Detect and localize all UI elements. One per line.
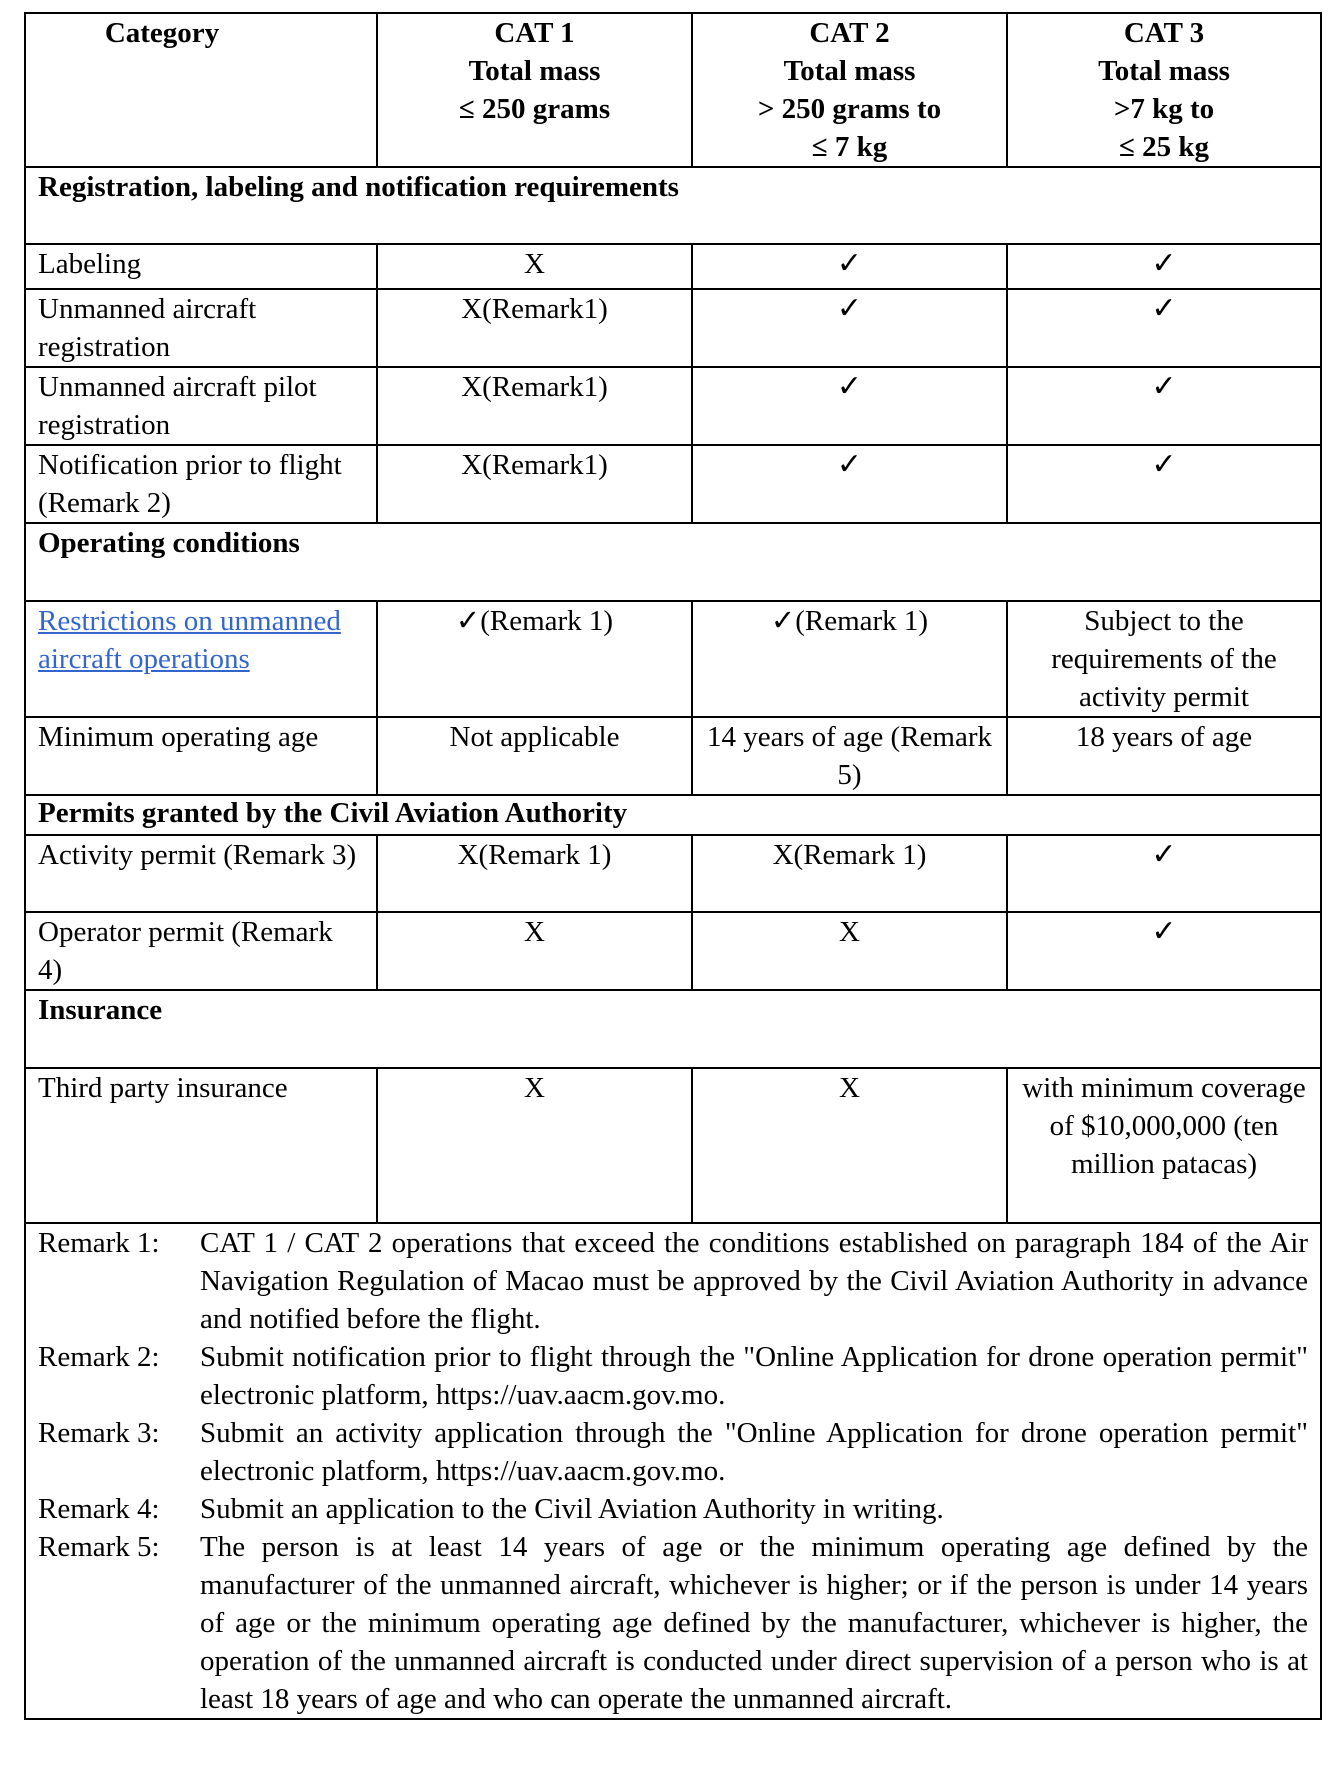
cat3-mass-label: Total mass (1098, 55, 1230, 87)
cell-ua-registration-cat1: X(Remark1) (377, 289, 692, 367)
section-row (25, 167, 1321, 244)
cat3-header (1007, 13, 1321, 167)
cat3-mass-range-low: >7 kg to (1113, 93, 1215, 125)
check-icon: ✓ (1007, 367, 1321, 445)
remarks-cell (25, 1223, 1321, 1719)
check-icon: ✓ (692, 244, 1007, 289)
check-icon: ✓ (1007, 912, 1321, 990)
check-icon: ✓ (692, 445, 1007, 523)
cat1-mass-range: ≤ 250 grams (458, 93, 611, 125)
cat2-mass-range-low: > 250 grams to (757, 93, 942, 125)
row-label-ua-registration: Unmanned aircraft registration (25, 289, 377, 367)
row-label-notification: Notification prior to flight (Remark 2) (25, 445, 377, 523)
section-row (25, 990, 1321, 1068)
cat1-title: CAT 1 (494, 17, 575, 49)
cell-labeling-cat1: X (377, 244, 692, 289)
remark-label: Remark 4: (38, 1493, 160, 1525)
cell-restrictions-cat2: ✓(Remark 1) (692, 601, 1007, 717)
cat1-mass-label: Total mass (468, 55, 601, 87)
table-row (25, 244, 1321, 289)
check-icon: ✓ (692, 289, 1007, 367)
requirements-table (24, 12, 1322, 1720)
section-heading-insurance: Insurance (25, 990, 1321, 1068)
cell-insurance-cat1: X (377, 1068, 692, 1223)
section-heading-permits: Permits granted by the Civil Aviation Authority (25, 795, 1321, 835)
row-label-insurance: Third party insurance (25, 1068, 377, 1223)
cell-pilot-registration-cat1: X(Remark1) (377, 367, 692, 445)
section-row (25, 523, 1321, 601)
table-row (25, 445, 1321, 523)
cell-operator-cat2: X (692, 912, 1007, 990)
cell-activity-cat2: X(Remark 1) (692, 835, 1007, 912)
remark-2 (38, 1338, 1308, 1414)
remark-4 (38, 1490, 1308, 1528)
row-label-operator-permit: Operator permit (Remark 4) (25, 912, 377, 990)
check-icon: ✓ (1007, 445, 1321, 523)
table-row (25, 367, 1321, 445)
cell-min-age-cat3: 18 years of age (1007, 717, 1321, 795)
cell-activity-cat1: X(Remark 1) (377, 835, 692, 912)
remark-label: Remark 1: (38, 1227, 160, 1259)
section-row (25, 795, 1321, 835)
remark-text: The person is at least 14 years of age or the minimum operating age defined by the manufacturer of the unmanned aircraft, whichever is higher; or if the person is under 14 years of age or the minimum operating age defined by the manufacturer, whichever is higher, the operation of the unmanned aircraft is conducted under direct supervision of a person who is at least 18 years of age and who can operate the unmanned aircraft. (200, 1531, 1308, 1715)
remark-label: Remark 5: (38, 1531, 160, 1563)
remark-text: Submit an activity application through the "Online Application for drone operation permit" electronic platform, https://uav.aacm.gov.mo. (200, 1417, 1308, 1487)
cell-insurance-cat2: X (692, 1068, 1007, 1223)
remark-text: Submit notification prior to flight through the "Online Application for drone operation permit" electronic platform, https://uav.aacm.gov.mo. (200, 1341, 1308, 1411)
category-header: Category (25, 13, 377, 167)
table-row (25, 835, 1321, 912)
remark-label: Remark 2: (38, 1341, 160, 1373)
check-icon: ✓ (1007, 289, 1321, 367)
table-row (25, 601, 1321, 717)
remarks-row (25, 1223, 1321, 1719)
remark-3 (38, 1414, 1308, 1490)
cell-min-age-cat2: 14 years of age (Remark 5) (692, 717, 1007, 795)
cell-min-age-cat1: Not applicable (377, 717, 692, 795)
table-row (25, 1068, 1321, 1223)
cat2-title: CAT 2 (809, 17, 890, 49)
cat3-mass-range-high: ≤ 25 kg (1118, 131, 1210, 163)
cat2-mass-range-high: ≤ 7 kg (811, 131, 888, 163)
table-row (25, 289, 1321, 367)
table-row (25, 912, 1321, 990)
cell-restrictions-cat3: Subject to the requirements of the activity permit (1007, 601, 1321, 717)
remark-text: Submit an application to the Civil Aviation Authority in writing. (200, 1493, 944, 1525)
row-label-min-age: Minimum operating age (25, 717, 377, 795)
cell-restrictions-cat1: ✓(Remark 1) (377, 601, 692, 717)
restrictions-link-cell (25, 601, 377, 717)
cat1-header (377, 13, 692, 167)
header-row (25, 13, 1321, 167)
row-label-pilot-registration: Unmanned aircraft pilot registration (25, 367, 377, 445)
remark-text: CAT 1 / CAT 2 operations that exceed the conditions established on paragraph 184 of the Air Navigation Regulation of Macao must be approved by the Civil Aviation Authority in advance and notified before the flight. (200, 1227, 1308, 1335)
table-row (25, 717, 1321, 795)
section-heading-operating: Operating conditions (25, 523, 1321, 601)
cat2-mass-label: Total mass (783, 55, 916, 87)
check-icon: ✓ (692, 367, 1007, 445)
remark-5 (38, 1528, 1308, 1718)
cell-insurance-cat3: with minimum coverage of $10,000,000 (ten million patacas) (1007, 1068, 1321, 1223)
remark-label: Remark 3: (38, 1417, 160, 1449)
cat2-header (692, 13, 1007, 167)
remark-1 (38, 1224, 1308, 1338)
check-icon: ✓ (1007, 835, 1321, 912)
row-label-labeling: Labeling (25, 244, 377, 289)
cell-notification-cat1: X(Remark1) (377, 445, 692, 523)
cat3-title: CAT 3 (1123, 17, 1205, 49)
cell-operator-cat1: X (377, 912, 692, 990)
section-heading-registration: Registration, labeling and notification requirements (25, 167, 1321, 244)
row-label-activity-permit: Activity permit (Remark 3) (25, 835, 377, 912)
check-icon: ✓ (1007, 244, 1321, 289)
restrictions-link[interactable]: Restrictions on unmanned aircraft operations (38, 605, 341, 675)
